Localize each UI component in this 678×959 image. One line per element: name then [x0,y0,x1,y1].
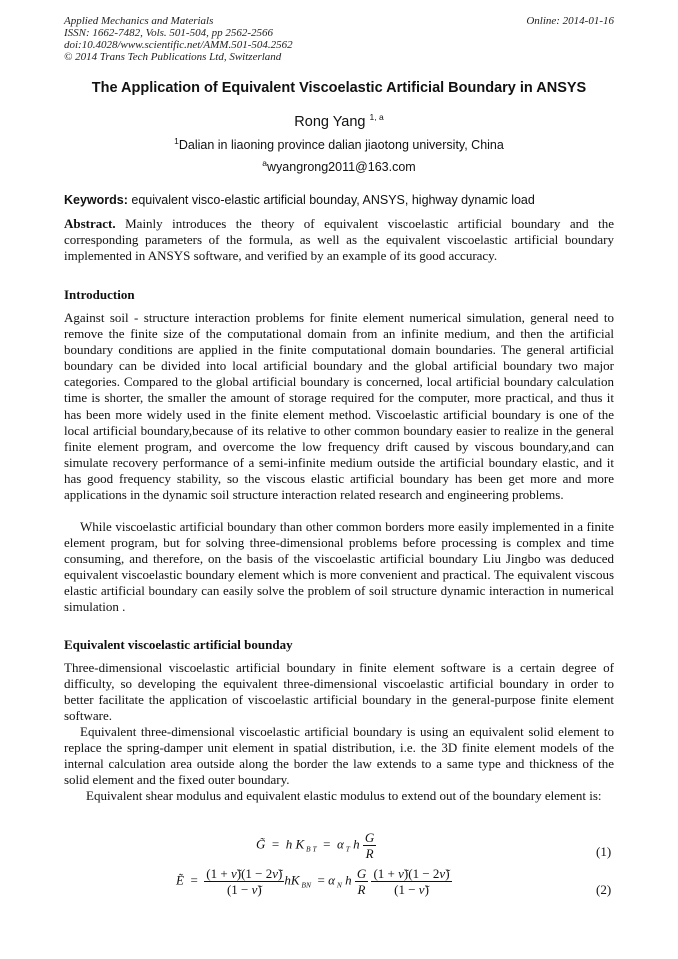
abstract-text: Mainly introduces the theory of equivalent viscoelastic artificial boundary and the corresponding parameters of the formula, as well as the equivalent viscoelastic artificial boundary implemented in ANSYS software, and verified by an example of its good accuracy. [64,216,614,264]
keywords-label: Keywords: [64,193,128,207]
equation-1-number: (1) [596,844,612,859]
doi-line: doi:10.4028/www.scientific.net/AMM.501-504.2562 [64,39,293,51]
section2-paragraph-3: Equivalent shear modulus and equivalent elastic modulus to extend out of the boundary element is: [86,788,602,803]
issn-line: ISSN: 1662-7482, Vols. 501-504, pp 2562-2566 [64,27,273,39]
online-date: Online: 2014-01-16 [526,15,614,27]
equation-2-number: (2) [596,882,612,897]
author-sup: 1, a [369,112,384,123]
email-line [0,157,678,174]
author-name: Rong Yang [294,114,366,130]
paper-title: The Application of Equivalent Viscoelastic Artificial Boundary in ANSYS [91,80,587,96]
keywords [64,193,624,207]
intro-paragraph-1: Against soil - structure interaction problems for finite element numerical simulation, general need to remove the finite size of the computational domain from an infinite medium, and then the artificial boundary conditions are applied in the finite computational domain boundaries. The general artificial boundary can be divided into local artificial boundary and the global artificial boundary two major categories. Compared to the global artificial boundary is concerned, local artificial boundary calculation time is shorter, the smaller the amount of storage required for the computer, more practical, and thus it has been more widely used in the finite element method. Viscoelastic artificial boundary is one of the local artificial boundary,because of its relative to other common boundary easier to realize in the general finite element program, and overcome the low frequency drift caused by viscous boundary,and can simulate recovery performance of a semi-infinite medium outside the artificial boundary elastic, and it has good frequency stability, so the viscous elastic artificial boundary has been get more and more applications in the dynamic soil structure interaction related research and engineering problems. [64,310,614,503]
affiliation-sup: 1 [174,135,179,146]
abstract [64,216,614,264]
author-line [0,114,678,130]
equation-1: G̃ = h K $_{B T}$ = α $_T$ h $\frac{G}{R}$ [256,830,375,861]
section2-paragraph-2: Equivalent three-dimensional viscoelastic artificial boundary is using an equivalent solid element to replace the spring-damper unit element in spatial distribution, i.e. the 3D finite element models of the internal calculation area outside along the border the law extends to a same type and thickness of the solid element and the fixed outer boundary. [64,724,614,788]
email-text: wyangrong2011@163.com [267,160,416,174]
intro-paragraph-2: While viscoelastic artificial boundary than other common borders more easily implemented in a finite element program, but for solving three-dimensional problems before processing is complex and time consuming, and therefore, on the basis of the viscoelastic artificial boundary Liu Jingbo was deduced equivalent viscoelastic boundary element which is more convenient and practical. The equivalent viscous elastic artificial boundary can easily solve the problem of soil structure dynamic interaction in numerical simulation . [64,519,614,615]
section2-heading: Equivalent viscoelastic artificial bounday [64,637,293,652]
keywords-text: equivalent visco-elastic artificial bounday, ANSYS, highway dynamic load [127,193,535,207]
intro-heading: Introduction [64,287,135,302]
copyright-line: © 2014 Trans Tech Publications Ltd, Switzerland [64,51,282,63]
journal-name: Applied Mechanics and Materials [64,15,214,27]
section2-paragraph-1: Three-dimensional viscoelastic artificial boundary in finite element software is a certain degree of difficulty, so developing the equivalent three-dimensional viscoelastic artificial boundary in order to better facilitate the application of viscoelastic artificial boundary in the general-purpose finite element software. [64,660,614,724]
affiliation-text: Dalian in liaoning province dalian jiaotong university, China [178,138,504,152]
email-sup: a [262,157,268,168]
equation-2: Ẽ = $\frac{(1 + \nũ)(1 - 2\nũ)}{(1 - \nũ)}$ hK $_{BN}$ = α $_N$ h $\frac{G}{R}$ $\frac{(1 + \nũ)(1 - 2\nũ)}{(1 - \nũ)}$ [176,866,450,897]
affiliation [0,135,678,152]
abstract-label: Abstract. [64,216,116,231]
